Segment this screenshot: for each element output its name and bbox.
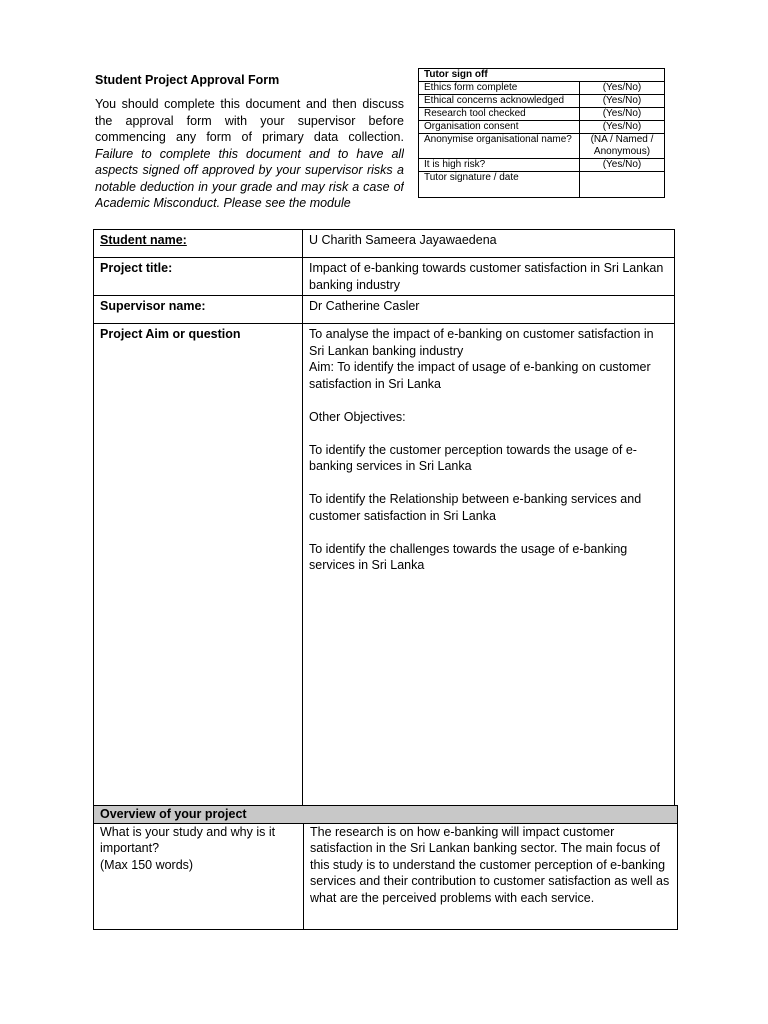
tutor-row-label: Ethics form complete <box>419 82 580 95</box>
tutor-row <box>419 121 665 134</box>
overview-question <box>94 823 304 929</box>
tutor-row-value[interactable]: (Yes/No) <box>580 121 665 134</box>
student-row <box>94 230 675 258</box>
objective-item: To identify the customer perception towards the usage of e-banking services in Sri Lanka <box>309 442 637 473</box>
tutor-row-value[interactable]: (Yes/No) <box>580 159 665 172</box>
overview-question-text: What is your study and why is it important? <box>100 824 276 855</box>
tutor-row-value[interactable]: (NA / Named / Anonymous) <box>580 134 665 159</box>
project-title-value[interactable]: Impact of e-banking towards customer satisfaction in Sri Lankan banking industry <box>303 258 675 296</box>
supervisor-name-label: Supervisor name: <box>94 296 303 324</box>
tutor-row-label: Research tool checked <box>419 108 580 121</box>
tutor-row-value[interactable]: (Yes/No) <box>580 82 665 95</box>
student-name-label: Student name: <box>94 230 303 258</box>
tutor-signature-field[interactable] <box>580 172 665 198</box>
project-aim-row <box>94 324 675 806</box>
tutor-row-label: Anonymise organisational name? <box>419 134 580 159</box>
tutor-signoff-header: Tutor sign off <box>419 69 665 82</box>
overview-header: Overview of your project <box>94 806 678 824</box>
tutor-row <box>419 108 665 121</box>
student-name-value[interactable]: U Charith Sameera Jayawaedena <box>303 230 675 258</box>
objective-item: To identify the Relationship between e-banking services and customer satisfaction in Sri Lanka <box>309 492 642 523</box>
tutor-row <box>419 134 665 159</box>
aim-detail: Aim: To identify the impact of usage of e-banking on customer satisfaction in Sri Lanka <box>309 360 651 391</box>
tutor-row-label: Tutor signature / date <box>419 172 580 198</box>
tutor-row <box>419 95 665 108</box>
tutor-row-label: Organisation consent <box>419 121 580 134</box>
intro-paragraph <box>95 96 404 214</box>
overview-answer[interactable]: The research is on how e-banking will impact customer satisfaction in the Sri Lankan banking sector. The main focus of this study is to understand the customer perception of e-banking services and their contribution to customer satisfaction as well as what are the perceived problems with each service. <box>304 823 678 929</box>
objectives-heading: Other Objectives: <box>309 409 406 424</box>
tutor-row-value[interactable]: (Yes/No) <box>580 95 665 108</box>
tutor-row-label: Ethical concerns acknowledged <box>419 95 580 108</box>
tutor-row-value[interactable]: (Yes/No) <box>580 108 665 121</box>
tutor-row <box>419 159 665 172</box>
supervisor-row <box>94 296 675 324</box>
intro-instructions: You should complete this document and then discuss the approval form with your supervisor before commencing any form of primary data collection. <box>95 97 404 144</box>
project-title-row <box>94 258 675 296</box>
tutor-row <box>419 82 665 95</box>
project-title-label: Project title: <box>94 258 303 296</box>
intro-warning: Failure to complete this document and to have all aspects signed off approved by your supervisor risks a notable deduction in your grade and may risk a case of Academic Misconduct. Please see the module <box>95 146 404 210</box>
tutor-signoff-table <box>418 68 665 198</box>
project-details-table <box>93 229 675 806</box>
project-overview-table <box>93 805 678 930</box>
overview-row <box>94 823 678 929</box>
project-aim-value[interactable] <box>303 324 675 806</box>
supervisor-name-value[interactable]: Dr Catherine Casler <box>303 296 675 324</box>
aim-statement: To analyse the impact of e-banking on customer satisfaction in Sri Lankan banking industry <box>309 327 654 358</box>
form-title: Student Project Approval Form <box>95 73 280 87</box>
overview-word-limit: (Max 150 words) <box>100 857 194 872</box>
objective-item: To identify the challenges towards the usage of e-banking services in Sri Lanka <box>309 541 628 572</box>
tutor-row <box>419 172 665 198</box>
project-aim-label: Project Aim or question <box>94 324 303 806</box>
tutor-row-label: It is high risk? <box>419 159 580 172</box>
